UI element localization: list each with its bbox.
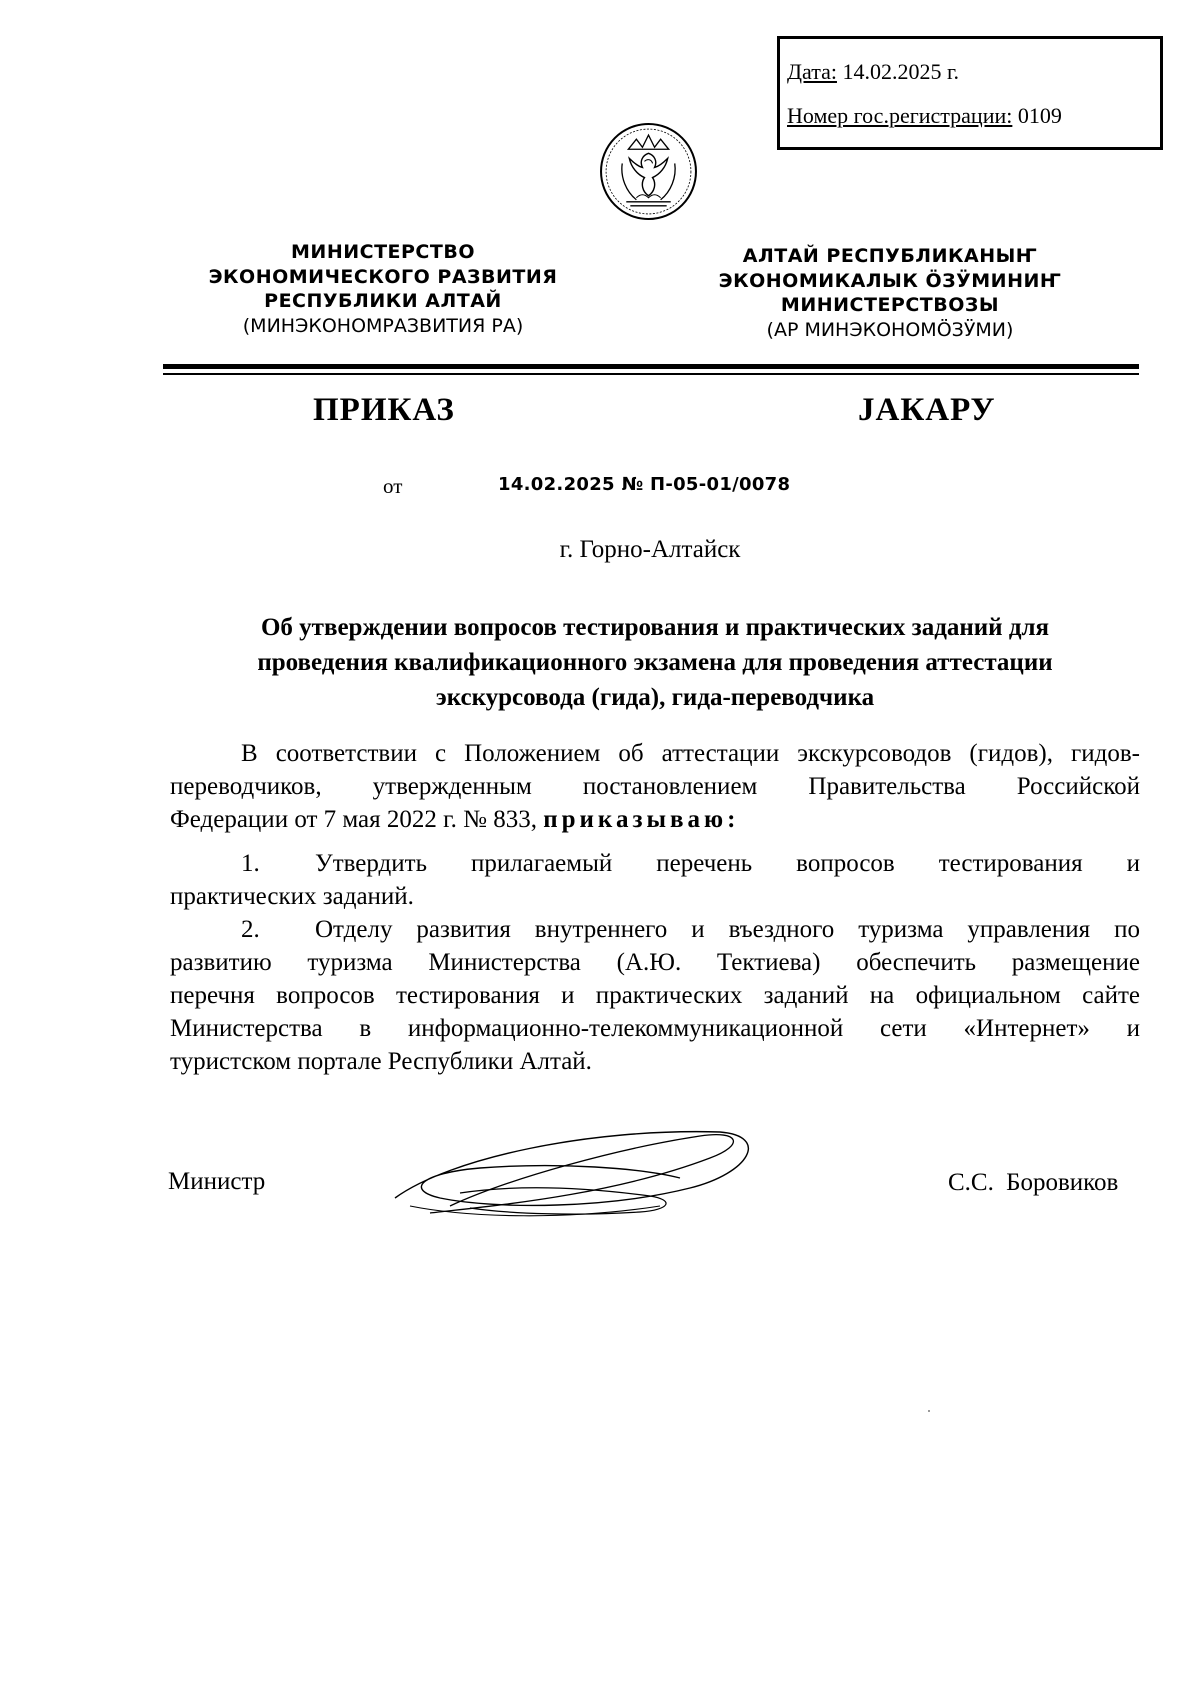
- registration-number-label: Номер гос.регистрации:: [787, 103, 1013, 128]
- body-line: Отделу развития внутреннего и въездного туризма управления по: [315, 916, 1140, 943]
- registration-date-value: 14.02.2025 г.: [842, 59, 960, 84]
- body-line: туристском портале Республики Алтай.: [170, 1048, 592, 1075]
- order-number: 14.02.2025 № П-05-01/0078: [498, 474, 791, 495]
- document-title-russian: ПРИКАЗ: [313, 392, 455, 428]
- subject-line: экскурсовода (гида), гида-переводчика: [435, 684, 875, 711]
- ministry-abbreviation: (МИНЭКОНОМРАЗВИТИЯ РА): [242, 314, 524, 337]
- item-number: 2.: [241, 916, 260, 943]
- body-text: Федерации от 7 мая 2022 г. № 833,: [170, 806, 537, 833]
- registration-date-label: Дата:: [787, 59, 837, 84]
- ministry-name-line: РЕСПУБЛИКИ АЛТАЙ: [264, 290, 502, 312]
- body-line: переводчиков, утвержденным постановлением Правительства Российской: [170, 773, 1140, 800]
- body-line: Утвердить прилагаемый перечень вопросов тестирования и: [315, 850, 1140, 877]
- handwritten-signature: [390, 1118, 770, 1228]
- ministry-name-line: АЛТАЙ РЕСПУБЛИКАНЫҤ: [742, 245, 1038, 267]
- body-line: Министерства в информационно-телекоммуникационной сети «Интернет» и: [170, 1015, 1140, 1042]
- subject-line: Об утверждении вопросов тестирования и практических заданий для: [260, 614, 1050, 641]
- ministry-header-russian: [173, 240, 593, 338]
- subject-line: проведения квалификационного экзамена для проведения аттестации: [257, 649, 1053, 676]
- coat-of-arms-icon: [598, 121, 699, 222]
- signer-title: Министр: [168, 1168, 266, 1195]
- document-title-altai: JАКАРУ: [858, 392, 996, 428]
- body-line: В соответствии с Положением об аттестации экскурсоводов (гидов), гидов-: [241, 740, 1140, 767]
- ministry-name-line: МИНИСТЕРСТВОЗЫ: [780, 294, 1000, 316]
- registration-box: [777, 36, 1163, 150]
- ministry-name-line: ЭКОНОМИЧЕСКОГО РАЗВИТИЯ: [208, 265, 558, 288]
- registration-number-value: 0109: [1017, 103, 1062, 128]
- scan-speck: [928, 1410, 930, 1412]
- ministry-abbreviation: (АР МИНЭКОНОМӦЗӰМИ): [766, 318, 1014, 341]
- ministry-name-line: ЭКОНОМИКАЛЫК ӦЗӰМИНИҤ: [718, 269, 1062, 292]
- header-divider-thin: [163, 373, 1139, 375]
- ministry-header-altai: [680, 244, 1100, 342]
- body-line: перечня вопросов тестирования и практических заданий на официальном сайте: [170, 982, 1140, 1009]
- body-line: развитию туризма Министерства (А.Ю. Тектиева) обеспечить размещение: [170, 949, 1140, 976]
- body-line: [170, 804, 739, 836]
- ministry-name-line: МИНИСТЕРСТВО: [291, 241, 475, 263]
- order-from-label: от: [383, 474, 403, 498]
- header-divider-thick: [163, 364, 1139, 369]
- issue-city: г. Горно-Алтайск: [559, 536, 741, 563]
- registration-number: [787, 103, 1062, 129]
- order-directive: приказываю:: [543, 806, 740, 833]
- signer-name: С.С. Боровиков: [948, 1169, 1119, 1196]
- item-number: 1.: [241, 850, 260, 877]
- registration-date: [787, 59, 959, 85]
- body-line: практических заданий.: [170, 883, 414, 910]
